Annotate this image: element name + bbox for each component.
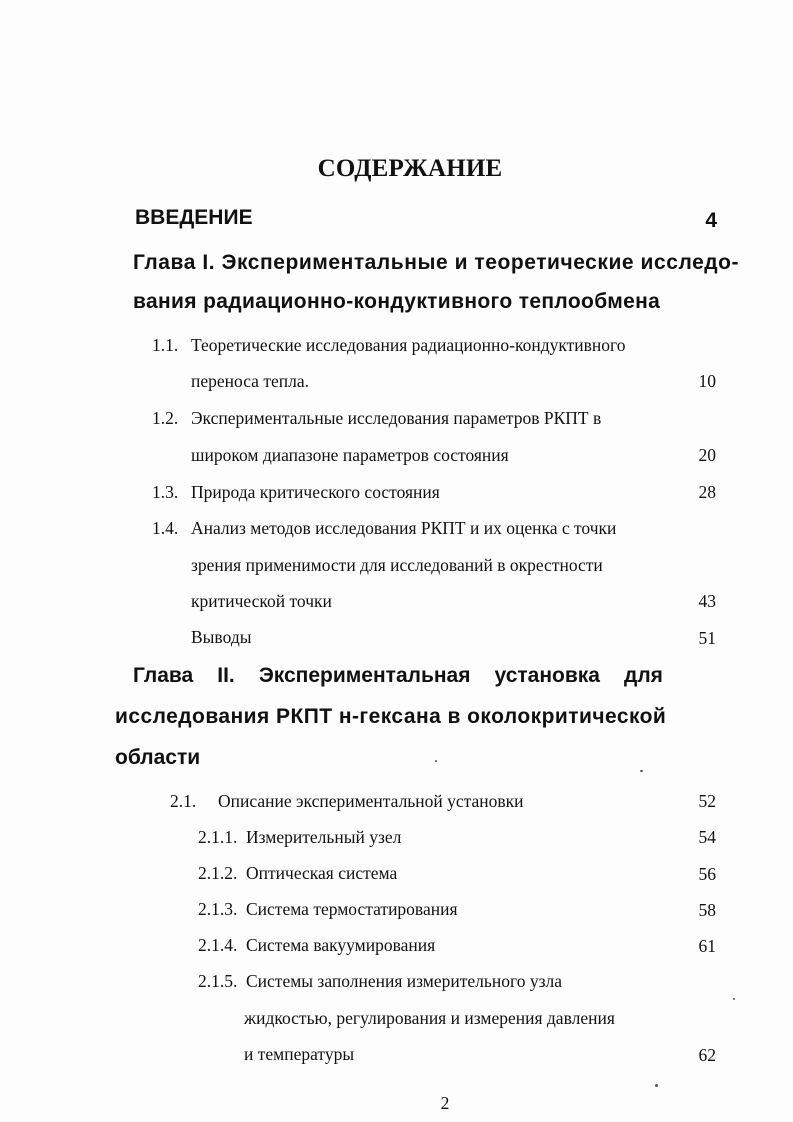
page-title: СОДЕРЖАНИЕ [317,155,503,182]
toc-entry-page: 20 [698,445,716,465]
toc-entry-text: Выводы [191,627,252,647]
chapter2-word: установка [494,664,600,687]
toc-entry-number: 2.1.2. [198,863,238,883]
page-number: 2 [440,1093,450,1113]
chapter2-heading-line3: области [115,746,201,769]
scan-speck [435,760,437,762]
scan-speck [655,1084,658,1087]
toc-entry-number: 2.1.5. [198,971,238,991]
toc-entry-page: 43 [698,591,716,611]
toc-entry-number: 1.4. [152,518,179,538]
chapter2-heading-line1 [133,664,663,688]
toc-entry-text: Экспериментальные исследования параметров РКПТ в [191,408,602,428]
toc-entry-text: жидкостью, регулирования и измерения давления [244,1008,615,1028]
toc-entry-text: Система вакуумирования [246,935,436,955]
toc-entry-page: 51 [698,628,716,648]
toc-entry-text: Природа критического состояния [191,482,440,502]
toc-entry-number: 2.1.3. [198,899,238,919]
toc-entry-text: Система термостатирования [246,899,458,919]
toc-entry-text: Теоретические исследования радиационно-кондуктивного [191,335,626,355]
scan-speck [640,770,643,772]
toc-entry-text: зрения применимости для исследований в окрестности [191,555,603,575]
chapter2-word: II. [217,664,235,687]
toc-entry-page: 10 [698,371,716,391]
toc-entry-page: 56 [698,864,716,884]
toc-entry-text: и температуры [244,1044,355,1064]
toc-entry-number: 1.1. [152,335,179,355]
chapter1-heading-line2: вания радиационно-кондуктивного теплообмена [133,290,661,313]
chapter2-heading-line2: исследования РКПТ н-гексана в околокритической [115,705,667,728]
toc-entry-number: 2.1. [170,791,197,811]
toc-entry-page: 62 [698,1045,716,1065]
toc-entry-text: Оптическая система [246,863,398,883]
toc-entry-text: Анализ методов исследования РКПТ и их оценка с точки [191,518,617,538]
chapter2-word: Экспериментальная [258,664,471,687]
toc-entry-text: критической точки [191,591,332,611]
intro-page: 4 [705,209,717,232]
toc-entry-number: 1.2. [152,408,179,428]
toc-entry-text: широком диапазоне параметров состояния [191,445,509,465]
toc-entry-page: 58 [698,900,716,920]
chapter2-word: для [624,664,663,687]
toc-entry-text: Измерительный узел [246,827,402,847]
toc-entry-number: 1.3. [152,482,179,502]
toc-entry-text: Описание экспериментальной установки [218,791,524,811]
toc-entry-number: 2.1.1. [198,827,238,847]
chapter1-heading-line1: Глава I. Экспериментальные и теоретические исследо- [133,251,740,274]
toc-entry-number: 2.1.4. [198,935,238,955]
toc-entry-text: Системы заполнения измерительного узла [246,971,563,991]
toc-entry-text: переноса тепла. [191,371,309,391]
toc-entry-page: 52 [698,791,716,811]
toc-entry-page: 54 [698,827,716,847]
toc-entry-page: 28 [698,482,716,502]
scan-speck [733,998,735,1000]
chapter2-word: Глава [133,664,194,687]
toc-entry-page: 61 [698,936,716,956]
intro-heading: ВВЕДЕНИЕ [135,206,253,229]
